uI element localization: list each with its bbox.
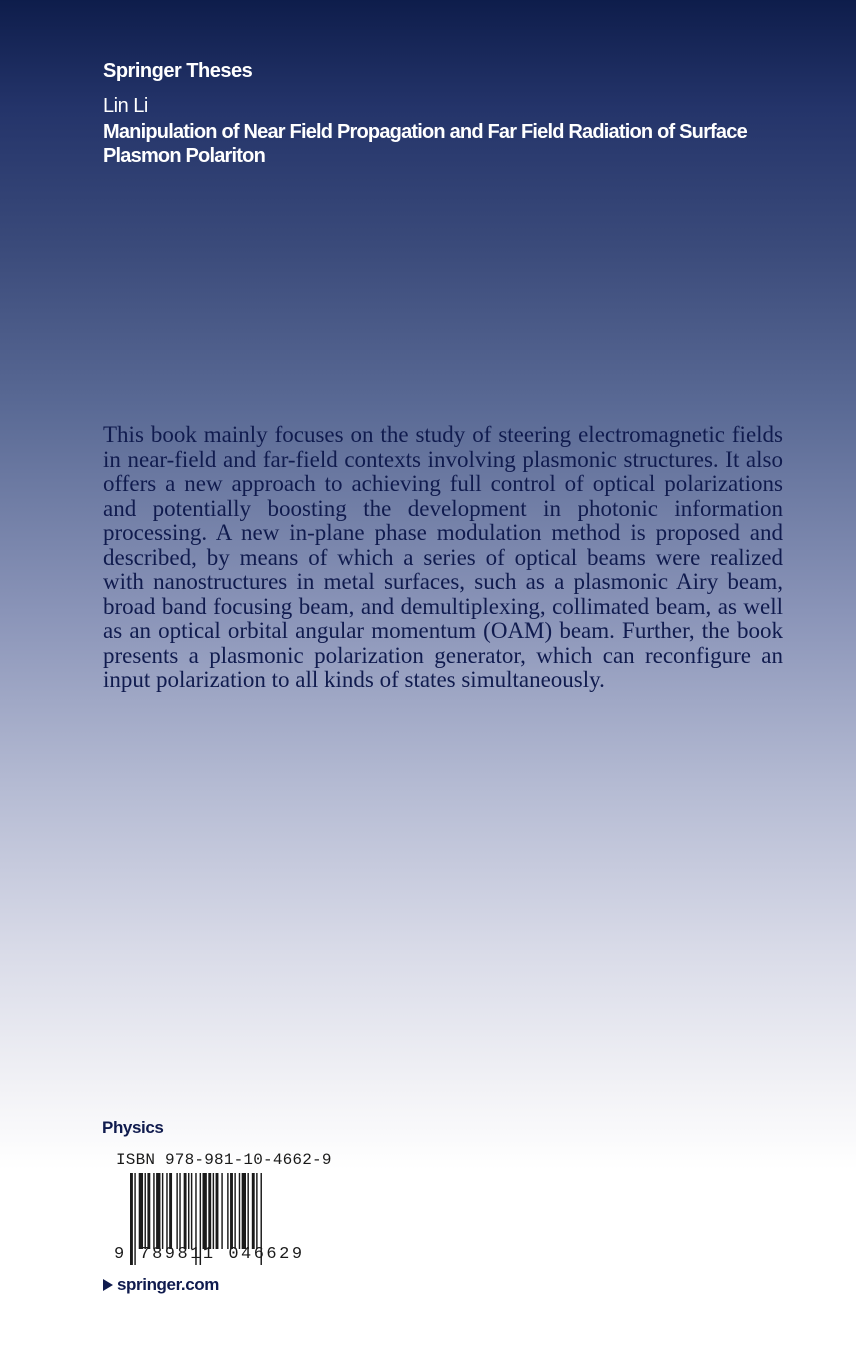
barcode-bar: [153, 1173, 154, 1249]
barcode-bar: [179, 1173, 180, 1249]
barcode-bar: [145, 1173, 146, 1249]
barcode-bar: [227, 1173, 228, 1249]
play-arrow-icon: [103, 1279, 113, 1291]
barcode-bar: [166, 1173, 167, 1249]
barcode-digits: 9 789811 046629: [114, 1245, 305, 1264]
barcode-bar: [191, 1173, 192, 1249]
barcode-bar: [203, 1173, 207, 1249]
website-label: springer.com: [117, 1275, 219, 1294]
barcode-bar: [256, 1173, 257, 1249]
barcode-bar: [147, 1173, 150, 1249]
isbn-label: ISBN 978-981-10-4662-9: [116, 1151, 332, 1169]
cover-header: [103, 60, 783, 168]
barcode-bar: [221, 1173, 222, 1249]
book-title: Manipulation of Near Field Propagation and Far Field Radiation of Surface Plasmon Polariton: [103, 121, 747, 167]
barcode-bar: [239, 1173, 240, 1249]
barcode-bar: [139, 1173, 143, 1249]
barcode-bar: [242, 1173, 246, 1249]
book-abstract: This book mainly focuses on the study of steering electromagnetic fields in near-field and far-field contexts involving plasmonic structures. It also offers a new approach to achieving full control of optical polarizations and potentially boosting the development in photonic information processing. A new in-plane phase modulation method is proposed and described, by means of which a series of optical beams were realized with nanostructures in metal surfaces, such as a plasmonic Airy beam, broad band focusing beam, and demultiplexing, collimated beam, as well as an optical orbital angular momentum (OAM) beam. Further, the book presents a plasmonic polarization generator, which can reconfigure an input polarization to all kinds of states simultaneously.: [103, 422, 783, 692]
barcode-bar: [176, 1173, 177, 1249]
author-name: Lin Li: [103, 95, 148, 117]
barcode-bar: [213, 1173, 214, 1249]
barcode-bar: [230, 1173, 233, 1249]
barcode-bar: [156, 1173, 160, 1249]
barcode-bar: [216, 1173, 219, 1249]
series-name: Springer Theses: [103, 60, 253, 82]
barcode-bar: [252, 1173, 255, 1249]
barcode-bar: [169, 1173, 172, 1249]
barcode-bar: [184, 1173, 187, 1249]
barcode-bar: [247, 1173, 248, 1249]
subject-category: Physics: [102, 1118, 164, 1137]
barcode-bar: [162, 1173, 163, 1249]
barcode-bar: [208, 1173, 211, 1249]
barcode-bar: [234, 1173, 235, 1249]
website-link[interactable]: [103, 1275, 219, 1295]
barcode-bar: [188, 1173, 189, 1249]
